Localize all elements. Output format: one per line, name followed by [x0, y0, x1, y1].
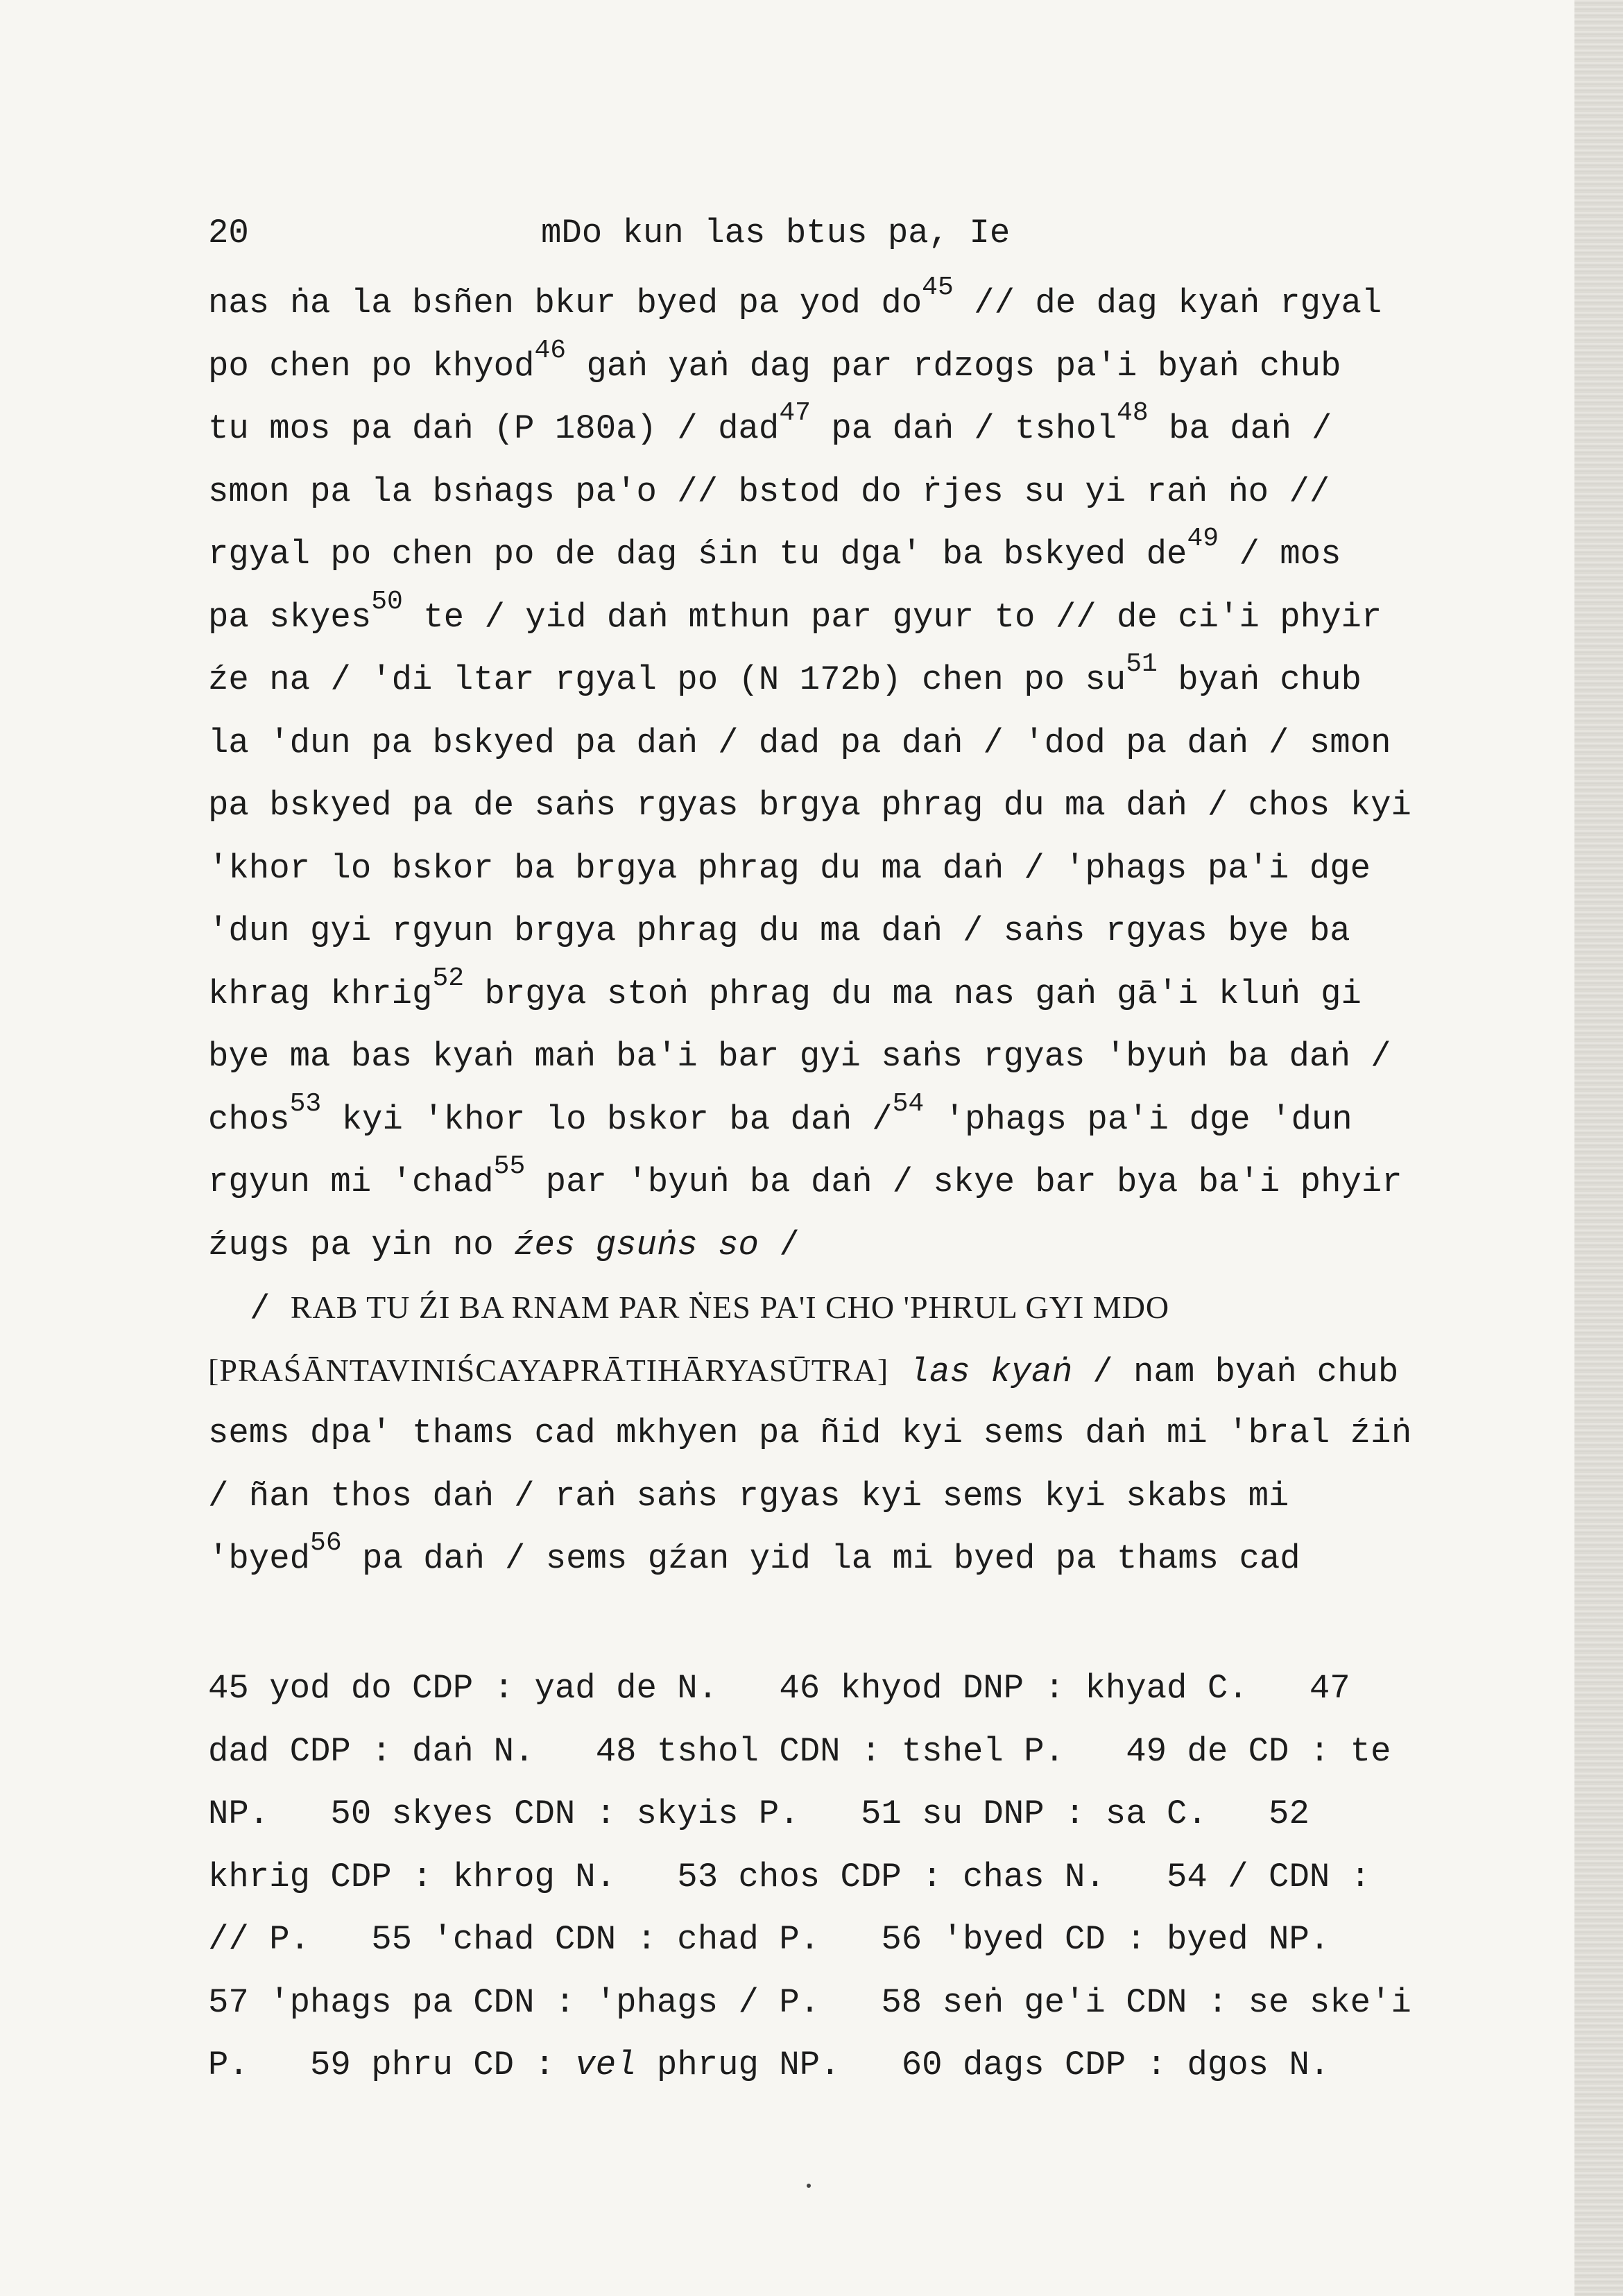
footnote-line: // P. 55 'chad CDN : chad P. 56 'byed CD : byed NP. [208, 1920, 1330, 1959]
text-line [208, 397, 1526, 461]
scan-edge [1574, 0, 1623, 2296]
text-line [208, 1339, 1526, 1403]
footnote-ref: 51 [1126, 649, 1158, 679]
text-line [208, 712, 1526, 775]
text-span: la 'dun pa bskyed pa daṅ / dad pa daṅ / 'dod pa daṅ / smon [208, 723, 1391, 762]
text-span: khrag khrig [208, 974, 433, 1013]
text-span: // de dag kyaṅ rgyal [953, 284, 1382, 323]
footnote-ref: 54 [892, 1088, 925, 1119]
text-span: po chen po khyod [208, 346, 535, 386]
text-line [208, 837, 1526, 900]
ink-speck [807, 2184, 811, 2188]
text-line [208, 1527, 1526, 1591]
text-span: par 'byuṅ ba daṅ / skye bar bya ba'i phyir [525, 1163, 1402, 1201]
text-span: 'byed [208, 1539, 311, 1578]
footnote-ref: 47 [779, 398, 811, 428]
text-span: pa daṅ / sems gźan yid la mi byed pa thams cad [341, 1539, 1300, 1578]
text-span: / ñan thos daṅ / raṅ saṅs rgyas kyi sems kyi skabs mi [208, 1476, 1289, 1516]
text-span: 57 'phags pa CDN : 'phags / P. 58 seṅ ge'i CDN : se ske'i [208, 1982, 1411, 2022]
text-span: chos [208, 1099, 290, 1139]
text-span: źe na / 'di ltar rgyal po (N 172b) chen po su [208, 660, 1126, 699]
text-line [208, 900, 1526, 963]
text-span: 'khor lo bskor ba brgya phrag du ma daṅ / 'phags pa'i dge [208, 848, 1371, 888]
text-span: sems dpa' thams cad mkhyen pa ñid kyi sems daṅ mi 'bral źiṅ [208, 1414, 1411, 1453]
footnote-line: khrig CDP : khrog N. 53 chos CDP : chas N. 54 / CDN : [208, 1857, 1371, 1896]
text-line [208, 1276, 1526, 1339]
text-span: / [250, 1290, 291, 1328]
text-span: bye ma bas kyaṅ maṅ ba'i bar gyi saṅs rgyas 'byuṅ ba daṅ / [208, 1037, 1391, 1076]
text-line [208, 523, 1526, 586]
text-span: gaṅ yaṅ dag par rdzogs pa'i byaṅ chub [566, 346, 1341, 386]
text-span: 'dun gyi rgyun brgya phrag du ma daṅ / saṅs rgyas bye ba [208, 911, 1350, 950]
text-line [208, 335, 1526, 398]
text-line [208, 1088, 1526, 1151]
text-span: 'phags pa'i dge 'dun [924, 1099, 1352, 1139]
footnote-line [208, 1972, 1526, 2035]
text-span: pa daṅ / tshol [810, 409, 1117, 448]
footnote-ref: 49 [1187, 524, 1219, 554]
text-line [208, 1025, 1526, 1088]
footnote-ref: 55 [493, 1151, 526, 1181]
sutra-title: RAB TU ŹI BA RNAM PAR ṄES PA'I CHO 'PHRUL GYI MDO [290, 1290, 1170, 1325]
text-span: P. 59 phru CD : [208, 2046, 576, 2084]
text-span: ba daṅ / [1148, 409, 1332, 448]
text-line [208, 774, 1526, 837]
running-title: mDo kun las btus pa, Ie [541, 214, 1011, 252]
footnote-ref: 45 [922, 273, 954, 302]
text-span: nas ṅa la bsñen bkur byed pa yod do [208, 284, 922, 323]
footnote-ref: 52 [432, 963, 465, 993]
text-line [208, 963, 1526, 1026]
footnote-line: dad CDP : daṅ N. 48 tshol CDN : tshel P. 49 de CD : te [208, 1731, 1391, 1771]
text-span: rgyun mi 'chad [208, 1163, 494, 1201]
footnote-line: 45 yod do CDP : yad de N. 46 khyod DNP : khyad C. 47 [208, 1669, 1350, 1708]
text-line [208, 1465, 1526, 1528]
text-span: smon pa la bsṅags pa'o // bstod do ṙjes su yi raṅ ṅo // [208, 472, 1330, 511]
text-span: tu mos pa daṅ (P 180a) / dad [208, 409, 780, 448]
page-number: 20 [208, 214, 249, 252]
text-span: rgyal po chen po de dag śin tu dga' ba bskyed de [208, 535, 1187, 574]
footnote-line [208, 2034, 1526, 2098]
text-span: byaṅ chub [1157, 660, 1362, 699]
text-span: kyi 'khor lo bskor ba daṅ / [321, 1099, 893, 1139]
text-line [208, 1151, 1526, 1214]
footnote-ref: 46 [534, 335, 567, 366]
footnote-line: NP. 50 skyes CDN : skyis P. 51 su DNP : sa C. 52 [208, 1794, 1309, 1833]
text-line [208, 461, 1526, 524]
italic-span: źes gsuṅs so [514, 1225, 759, 1265]
text-span: pa bskyed pa de saṅs rgyas brgya phrag du ma daṅ / chos kyi [208, 786, 1411, 825]
text-span: / mos [1219, 535, 1341, 574]
footnote-ref: 56 [310, 1528, 342, 1558]
text-line [208, 1214, 1526, 1277]
footnotes [208, 1658, 1526, 2098]
text-span: phrug NP. 60 dags CDP : dgos N. [636, 2046, 1330, 2084]
text-line [208, 649, 1526, 712]
text-line [208, 272, 1526, 335]
text-span: pa skyes [208, 597, 372, 637]
text-span: te / yid daṅ mthun par gyur to // de ci'i phyir [402, 597, 1382, 637]
footnote-ref: 53 [289, 1088, 322, 1119]
text-span: / nam byaṅ chub [1072, 1352, 1399, 1391]
body-text [208, 272, 1526, 1591]
text-span: / [758, 1225, 800, 1265]
text-span: źugs pa yin no [208, 1225, 515, 1265]
page-header [208, 214, 1526, 262]
text-line [208, 586, 1526, 649]
italic-span: vel [575, 2046, 637, 2084]
sanskrit-title: [PRAŚĀNTAVINIŚCAYAPRĀTIHĀRYASŪTRA] [208, 1352, 889, 1388]
italic-span: las kyaṅ [888, 1352, 1072, 1391]
text-line [208, 1402, 1526, 1465]
footnote-ref: 50 [371, 586, 403, 617]
footnote-ref: 48 [1117, 398, 1149, 428]
text-span: brgya stoṅ phrag du ma nas gaṅ gā'i kluṅ gi [464, 974, 1362, 1013]
